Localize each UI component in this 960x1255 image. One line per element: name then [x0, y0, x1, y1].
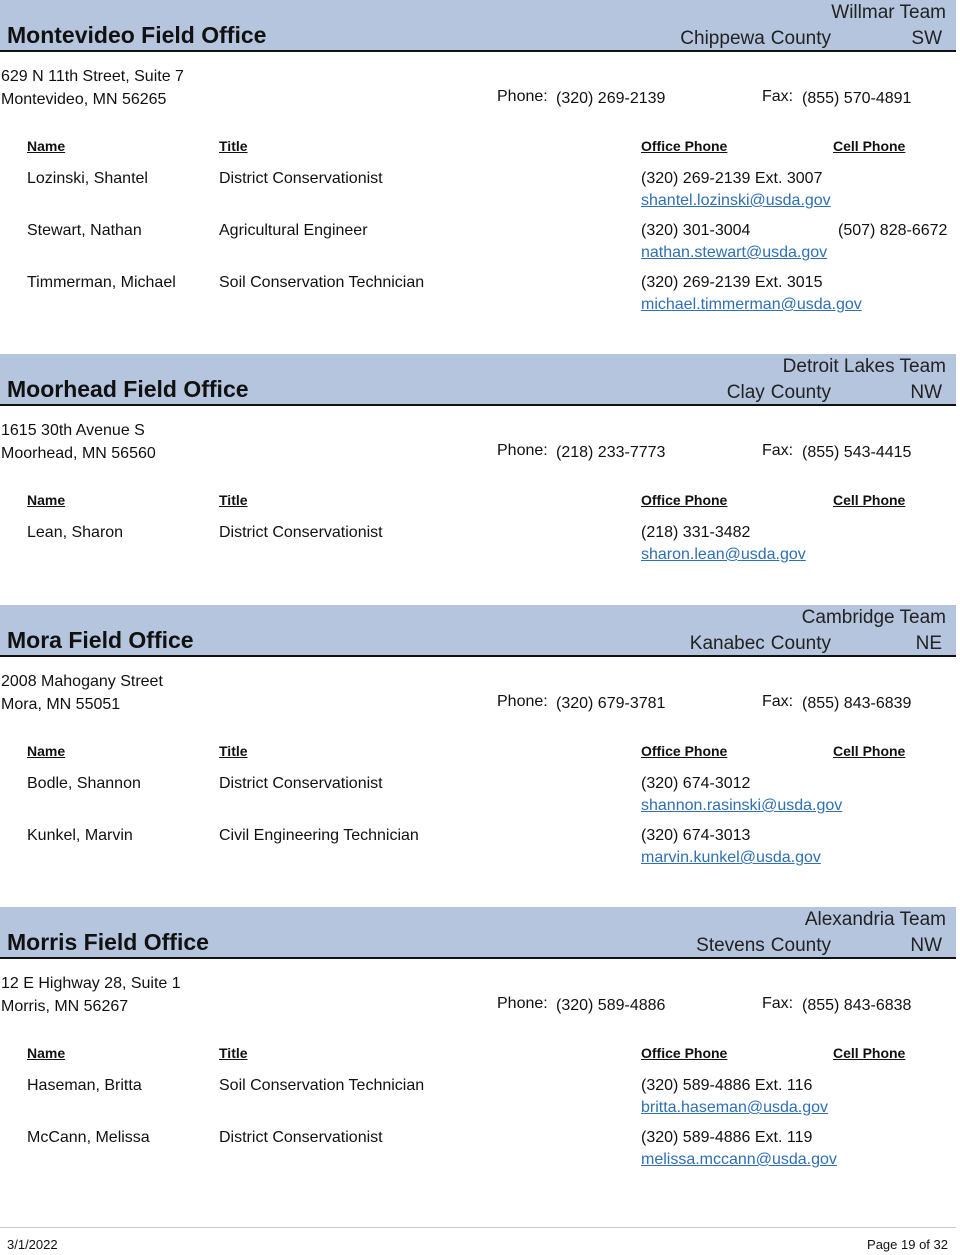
staff-title: District Conservationist — [219, 775, 383, 792]
staff-office-phone: (320) 269-2139 Ext. 3007 — [641, 170, 823, 187]
address-line-1: 629 N 11th Street, Suite 7 — [1, 68, 184, 85]
staff-name: Bodle, Shannon — [27, 775, 141, 792]
team-name: Cambridge Team — [801, 607, 946, 628]
region-code: NW — [910, 382, 942, 403]
staff-email-link[interactable]: sharon.lean@usda.gov — [641, 546, 806, 563]
office-section — [0, 0, 960, 330]
office-phone: (218) 233-7773 — [556, 444, 666, 461]
address-line-1: 2008 Mahogany Street — [1, 673, 163, 690]
team-name: Alexandria Team — [804, 909, 946, 930]
phone-label: Phone: — [497, 442, 548, 459]
address-line-1: 1615 30th Avenue S — [1, 422, 145, 439]
office-phone: (320) 269-2139 — [556, 90, 666, 107]
county-label — [690, 633, 831, 655]
office-fax: (855) 570-4891 — [802, 90, 912, 107]
staff-office-phone: (320) 674-3013 — [641, 827, 751, 844]
col-header-cell-phone: Cell Phone — [833, 138, 906, 154]
col-header-cell-phone: Cell Phone — [833, 743, 906, 759]
col-header-office-phone: Office Phone — [641, 1045, 728, 1061]
staff-name: Timmerman, Michael — [27, 274, 176, 291]
staff-office-phone: (320) 301-3004 — [641, 222, 751, 239]
col-header-title: Title — [219, 138, 248, 154]
col-header-title: Title — [219, 1045, 248, 1061]
staff-office-phone: (320) 674-3012 — [641, 775, 751, 792]
col-header-office-phone: Office Phone — [641, 492, 728, 508]
office-address — [1, 419, 156, 465]
fax-label: Fax: — [762, 88, 794, 105]
staff-name: McCann, Melissa — [27, 1129, 150, 1146]
col-header-title: Title — [219, 492, 248, 508]
staff-title: Civil Engineering Technician — [219, 827, 419, 844]
staff-name: Haseman, Britta — [27, 1077, 142, 1094]
staff-office-phone: (218) 331-3482 — [641, 524, 751, 541]
col-header-name: Name — [27, 492, 66, 508]
county-label — [696, 935, 831, 957]
staff-email-link[interactable]: melissa.mccann@usda.gov — [641, 1151, 837, 1168]
office-header — [0, 907, 956, 959]
staff-name: Lean, Sharon — [27, 524, 124, 541]
office-name: Moorhead Field Office — [7, 376, 249, 402]
staff-name: Stewart, Nathan — [27, 222, 142, 239]
office-header — [0, 605, 956, 657]
office-name: Montevideo Field Office — [7, 22, 267, 48]
office-fax: (855) 843-6838 — [802, 997, 912, 1014]
region-code: NW — [910, 935, 942, 956]
office-section — [0, 907, 960, 1187]
fax-label: Fax: — [762, 693, 794, 710]
staff-email-link[interactable]: marvin.kunkel@usda.gov — [641, 849, 821, 866]
county-name: Stevens — [696, 935, 765, 956]
office-fax: (855) 843-6839 — [802, 695, 912, 712]
staff-title: Soil Conservation Technician — [219, 274, 425, 291]
col-header-office-phone: Office Phone — [641, 138, 728, 154]
office-phone: (320) 679-3781 — [556, 695, 666, 712]
office-address — [1, 972, 181, 1018]
footer-date: 3/1/2022 — [7, 1237, 58, 1252]
col-header-cell-phone: Cell Phone — [833, 492, 906, 508]
staff-office-phone: (320) 589-4886 Ext. 119 — [641, 1129, 813, 1146]
address-line-2: Mora, MN 55051 — [1, 696, 121, 713]
fax-label: Fax: — [762, 442, 794, 459]
county-word: County — [770, 633, 831, 654]
office-phone: (320) 589-4886 — [556, 997, 666, 1014]
county-name: Chippewa — [680, 28, 765, 49]
staff-office-phone: (320) 589-4886 Ext. 116 — [641, 1077, 813, 1094]
col-header-title: Title — [219, 743, 248, 759]
team-name: Willmar Team — [831, 2, 946, 23]
office-name: Mora Field Office — [7, 627, 194, 653]
address-line-2: Morris, MN 56267 — [1, 998, 129, 1015]
staff-title: Soil Conservation Technician — [219, 1077, 425, 1094]
staff-title: District Conservationist — [219, 1129, 383, 1146]
col-header-cell-phone: Cell Phone — [833, 1045, 906, 1061]
footer-divider — [0, 1227, 956, 1228]
col-header-name: Name — [27, 743, 66, 759]
staff-title: District Conservationist — [219, 170, 383, 187]
phone-label: Phone: — [497, 88, 548, 105]
county-name: Kanabec — [689, 633, 765, 654]
address-line-2: Moorhead, MN 56560 — [1, 445, 156, 462]
region-code: NE — [915, 633, 942, 654]
office-address — [1, 65, 184, 111]
staff-title: District Conservationist — [219, 524, 383, 541]
office-header — [0, 354, 956, 406]
county-label — [727, 382, 831, 404]
staff-office-phone: (320) 269-2139 Ext. 3015 — [641, 274, 823, 291]
staff-cell-phone: (507) 828-6672 — [838, 222, 948, 239]
address-line-1: 12 E Highway 28, Suite 1 — [1, 975, 181, 992]
team-name: Detroit Lakes Team — [782, 356, 946, 377]
office-fax: (855) 543-4415 — [802, 444, 912, 461]
county-label — [680, 28, 831, 50]
staff-email-link[interactable]: shannon.rasinski@usda.gov — [641, 797, 843, 814]
staff-name: Kunkel, Marvin — [27, 827, 133, 844]
region-code: SW — [911, 28, 942, 49]
address-line-2: Montevideo, MN 56265 — [1, 91, 167, 108]
county-word: County — [770, 382, 831, 403]
col-header-name: Name — [27, 138, 66, 154]
phone-label: Phone: — [497, 995, 548, 1012]
staff-title: Agricultural Engineer — [219, 222, 368, 239]
office-address — [1, 670, 163, 716]
staff-name: Lozinski, Shantel — [27, 170, 148, 187]
staff-email-link[interactable]: shantel.lozinski@usda.gov — [641, 192, 831, 209]
fax-label: Fax: — [762, 995, 794, 1012]
phone-label: Phone: — [497, 693, 548, 710]
office-header — [0, 0, 956, 52]
office-name: Morris Field Office — [7, 929, 209, 955]
col-header-office-phone: Office Phone — [641, 743, 728, 759]
footer-page-number: Page 19 of 32 — [867, 1237, 948, 1252]
staff-email-link[interactable]: britta.haseman@usda.gov — [641, 1099, 829, 1116]
staff-email-link[interactable]: michael.timmerman@usda.gov — [641, 296, 862, 313]
office-section — [0, 354, 960, 584]
county-word: County — [770, 28, 831, 49]
county-word: County — [770, 935, 831, 956]
col-header-name: Name — [27, 1045, 66, 1061]
office-section — [0, 605, 960, 885]
county-name: Clay — [726, 382, 765, 403]
staff-email-link[interactable]: nathan.stewart@usda.gov — [641, 244, 828, 261]
